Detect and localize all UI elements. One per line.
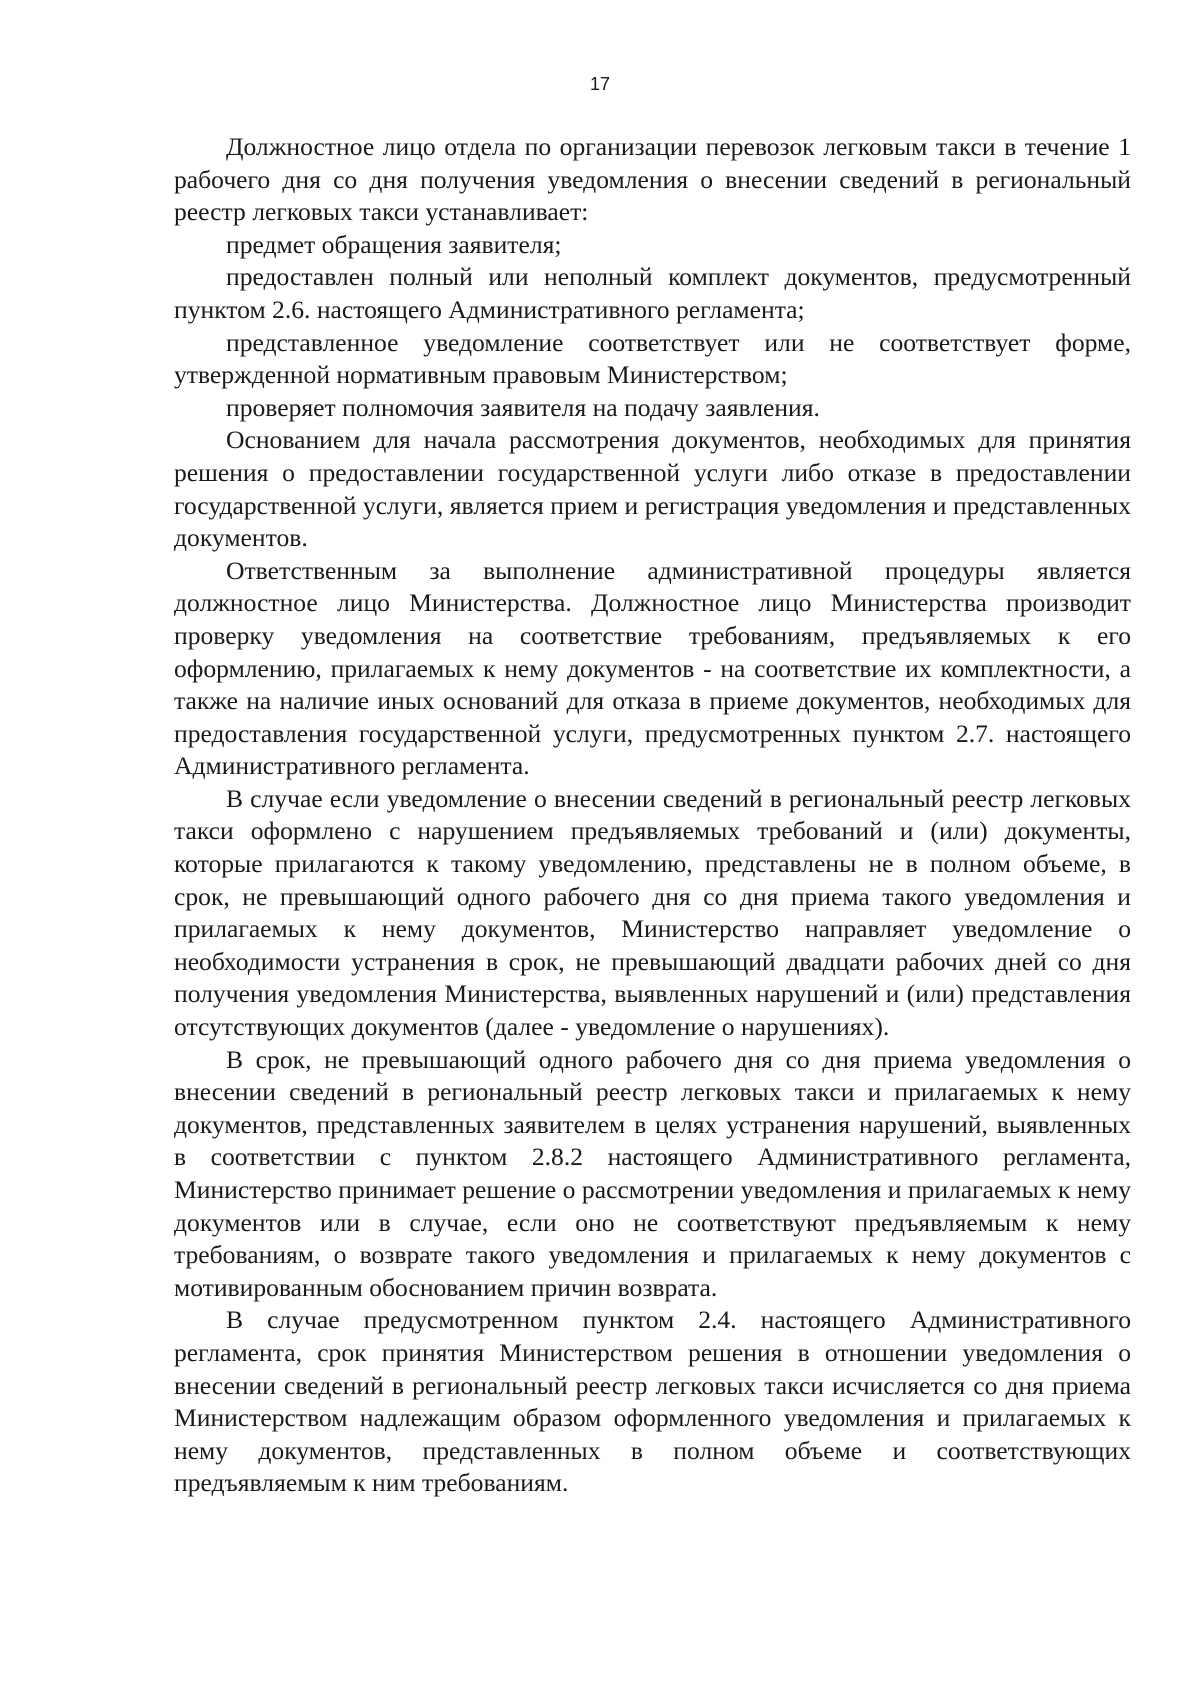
list-item-form-compliance: представленное уведомление соответствует или не соответствует форме, утвержденной нормативным правовым Министерством; xyxy=(174,327,1131,390)
paragraph-responsible-official: Ответственным за выполнение административной процедуры является должностное лицо Министерства. Должностное лицо Министерства производит проверку уведомления на соответствие требованиям, предъявляемых к его оформлению, прилагаемых к нему документов - на соответствие их комплектности, а также на наличие иных оснований для отказа в приеме документов, необходимых для предоставления государственной услуги, предусмотренных пунктом 2.7. настоящего Административного регламента. xyxy=(174,555,1131,781)
paragraph-violations-notice: В случае если уведомление о внесении сведений в региональный реестр легковых такси оформлено с нарушением предъявляемых требований и (или) документы, которые прилагаются к такому уведомлению, представлены не в полном объеме, в срок, не превышающий одного рабочего дня со дня приема такого уведомления и прилагаемых к нему документов, Министерство направляет уведомление о необходимости устранения в срок, не превышающий двадцати рабочих дней со дня получения уведомления Министерства, выявленных нарушений и (или) представления отсутствующих документов (далее - уведомление о нарушениях). xyxy=(174,783,1131,1042)
paragraph-official-establishes: Должностное лицо отдела по организации перевозок легковым такси в течение 1 рабочего дня со дня получения уведомления о внесении сведений в региональный реестр легковых такси устанавливает: xyxy=(174,132,1131,227)
page-number: 17 xyxy=(589,74,611,94)
paragraph-decision-term: В срок, не превышающий одного рабочего дня со дня приема уведомления о внесении сведений в региональный реестр легковых такси и прилагаемых к нему документов, представленных заявителем в целях устранения нарушений, выявленных в соответствии с пунктом 2.8.2 настоящего Административного регламента, Министерство принимает решение о рассмотрении уведомления и прилагаемых к нему документов или в случае, если оно не соответствуют предъявляемым к нему требованиям, о возврате такого уведомления и прилагаемых к нему документов с мотивированным обоснованием причин возврата. xyxy=(174,1044,1131,1302)
list-item-subject: предмет обращения заявителя; xyxy=(226,229,562,259)
list-item-documents-set: предоставлен полный или неполный комплект документов, предусмотренный пунктом 2.6. настоящего Административного регламента; xyxy=(174,262,1131,324)
list-item-authority-check: проверяет полномочия заявителя на подачу заявления. xyxy=(226,392,820,422)
document-body xyxy=(174,131,1131,1500)
paragraph-term-calculation: В случае предусмотренном пунктом 2.4. настоящего Административного регламента, срок принятия Министерством решения в отношении уведомления о внесении сведений в региональный реестр легковых такси исчисляется со дня приема Министерством надлежащим образом оформленного уведомления и прилагаемых к нему документов, представленных в полном объеме и соответствующих предъявляемым к ним требованиям. xyxy=(174,1305,1131,1498)
paragraph-grounds: Основанием для начала рассмотрения документов, необходимых для принятия решения о предоставлении государственной услуги либо отказе в предоставлении государственной услуги, является прием и регистрация уведомления и представленных документов. xyxy=(174,425,1131,553)
